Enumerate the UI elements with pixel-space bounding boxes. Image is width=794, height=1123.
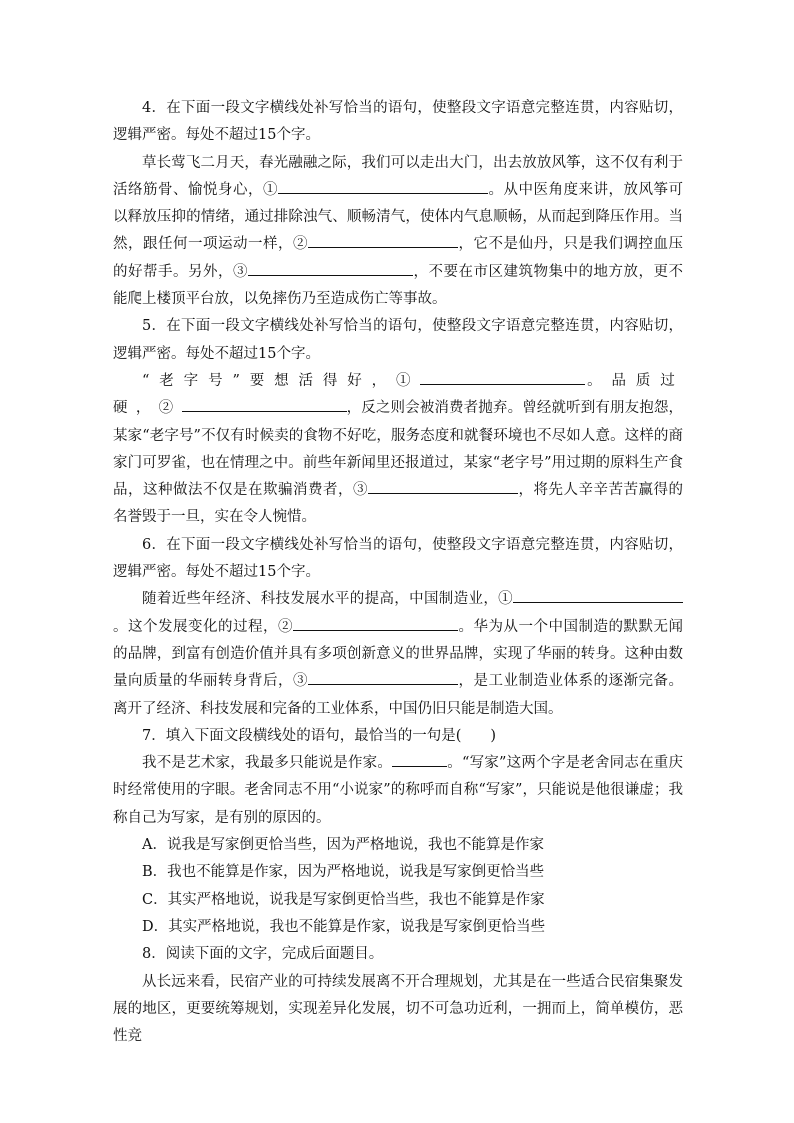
q4-text-4: ，不要在市区建筑物集中的地方放，更不能爬上楼顶平台放，以免摔伤乃至造成伤亡等事故。 xyxy=(113,263,683,308)
document-page xyxy=(113,95,683,1050)
q5-text-3: ，反之则会被消费者抛弃。曾经就听到有朋友抱怨，某家“老字号”不仅有时候卖的食物不好吃，服务态度和就餐环境也不尽如人意。这样的商家门可罗雀，也在情理之中。前些年新闻里还报道过，某家“老字号”用过期的原料生产食品，这种做法不仅是在欺骗消费者，③ xyxy=(113,400,683,499)
option-a[interactable]: A．说我是写家倒更恰当些，因为严格地说，我也不能算是作家 xyxy=(142,837,544,854)
q5-text-1: “老字号”要想活得好，① xyxy=(142,372,421,389)
question-4-prompt: 4．在下面一段文字横线处补写恰当的语句，使整段文字语意完整连贯，内容贴切，逻辑严密。每处不超过15个字。 xyxy=(113,100,683,144)
answer-blank-3[interactable] xyxy=(368,478,518,494)
question-7-passage xyxy=(113,750,683,832)
q6-text-2: 。这个发展变化的过程，② xyxy=(113,618,293,635)
option-b[interactable]: B．我也不能算是作家，因为严格地说，说我是写家倒更恰当些 xyxy=(142,864,545,881)
option-c[interactable]: C．其实严格地说，说我是写家倒更恰当些，我也不能算是作家 xyxy=(142,891,545,908)
answer-blank-1[interactable] xyxy=(513,587,683,603)
q7-text-2: 。“写家”这两个字是老舍同志在重庆时经常使用的字眼。老舍同志不用“小说家”的称呼而自称“写家”，只能说是他很谦虚；我称自己为写家，是有别的原因的。 xyxy=(113,755,684,826)
question-8-passage: 从长远来看，民宿产业的可持续发展离不开合理规划，尤其是在一些适合民宿集聚发展的地区，更要统筹规划，实现差异化发展，切不可急功近利，一拥而上，简单模仿，恶性竞 xyxy=(113,973,683,1045)
question-5-passage xyxy=(113,368,683,532)
q4-text-2: 。从中医角度来讲，放风筝可以释放压抑的情绪，通过排除浊气、顺畅清气，使体内气息顺畅，从而起到降压作用。当然，跟任何一项运动一样，② xyxy=(113,181,683,253)
question-8-prompt: 8．阅读下面的文字，完成后面题目。 xyxy=(142,946,384,963)
answer-blank-3[interactable] xyxy=(248,260,413,276)
q4-text-1: 草长莺飞二月天，春光融融之际，我们可以走出大门，出去放放风筝，这不仅有利于活络筋骨、愉悦身心，① xyxy=(113,154,683,198)
q5-text-4: ，将先人辛辛苦苦赢得的名誉毁于一旦，实在令人惋惜。 xyxy=(113,482,683,526)
q4-text-3: ，它不是仙丹，只是我们调控血压的好帮手。另外，③ xyxy=(113,236,683,280)
question-6-prompt: 6．在下面一段文字横线处补写恰当的语句，使整段文字语意完整连贯，内容贴切，逻辑严密。每处不超过15个字。 xyxy=(113,536,683,581)
q6-text-4: ，是工业制造业体系的逐渐完备。离开了经济、科技发展和完备的工业体系，中国仍旧只能是制造大国。 xyxy=(113,673,683,717)
answer-blank[interactable] xyxy=(392,751,447,767)
q7-text-1: 我不是艺术家，我最多只能说是作家。 xyxy=(142,755,393,772)
answer-blank-3[interactable] xyxy=(308,669,458,685)
q6-text-1: 随着近些年经济、科技发展水平的提高，中国制造业，① xyxy=(142,591,513,608)
q6-text-3: 。华为从一个中国制造的默默无闻的品牌，到富有创造价值并具有多项创新意义的世界品牌，实现了华丽的转身。这种由数量向质量的华丽转身背后，③ xyxy=(113,618,683,690)
question-7-prompt: 7．填入下面文段横线处的语句，最恰当的一句是( ) xyxy=(142,727,497,744)
answer-blank-2[interactable] xyxy=(308,232,458,248)
question-5-prompt: 5．在下面一段文字横线处补写恰当的语句，使整段文字语意完整连贯，内容贴切，逻辑严密。每处不超过15个字。 xyxy=(113,318,683,362)
question-4-passage xyxy=(113,150,683,314)
answer-blank-1[interactable] xyxy=(278,178,488,194)
q5-text-2: 。品质过硬，② xyxy=(113,372,683,417)
option-d[interactable]: D．其实严格地说，我也不能算是作家，说我是写家倒更恰当些 xyxy=(142,918,546,935)
answer-blank-2[interactable] xyxy=(293,615,458,631)
answer-blank-1[interactable] xyxy=(420,369,585,385)
answer-blank-2[interactable] xyxy=(182,396,347,412)
question-6-passage xyxy=(113,586,683,722)
